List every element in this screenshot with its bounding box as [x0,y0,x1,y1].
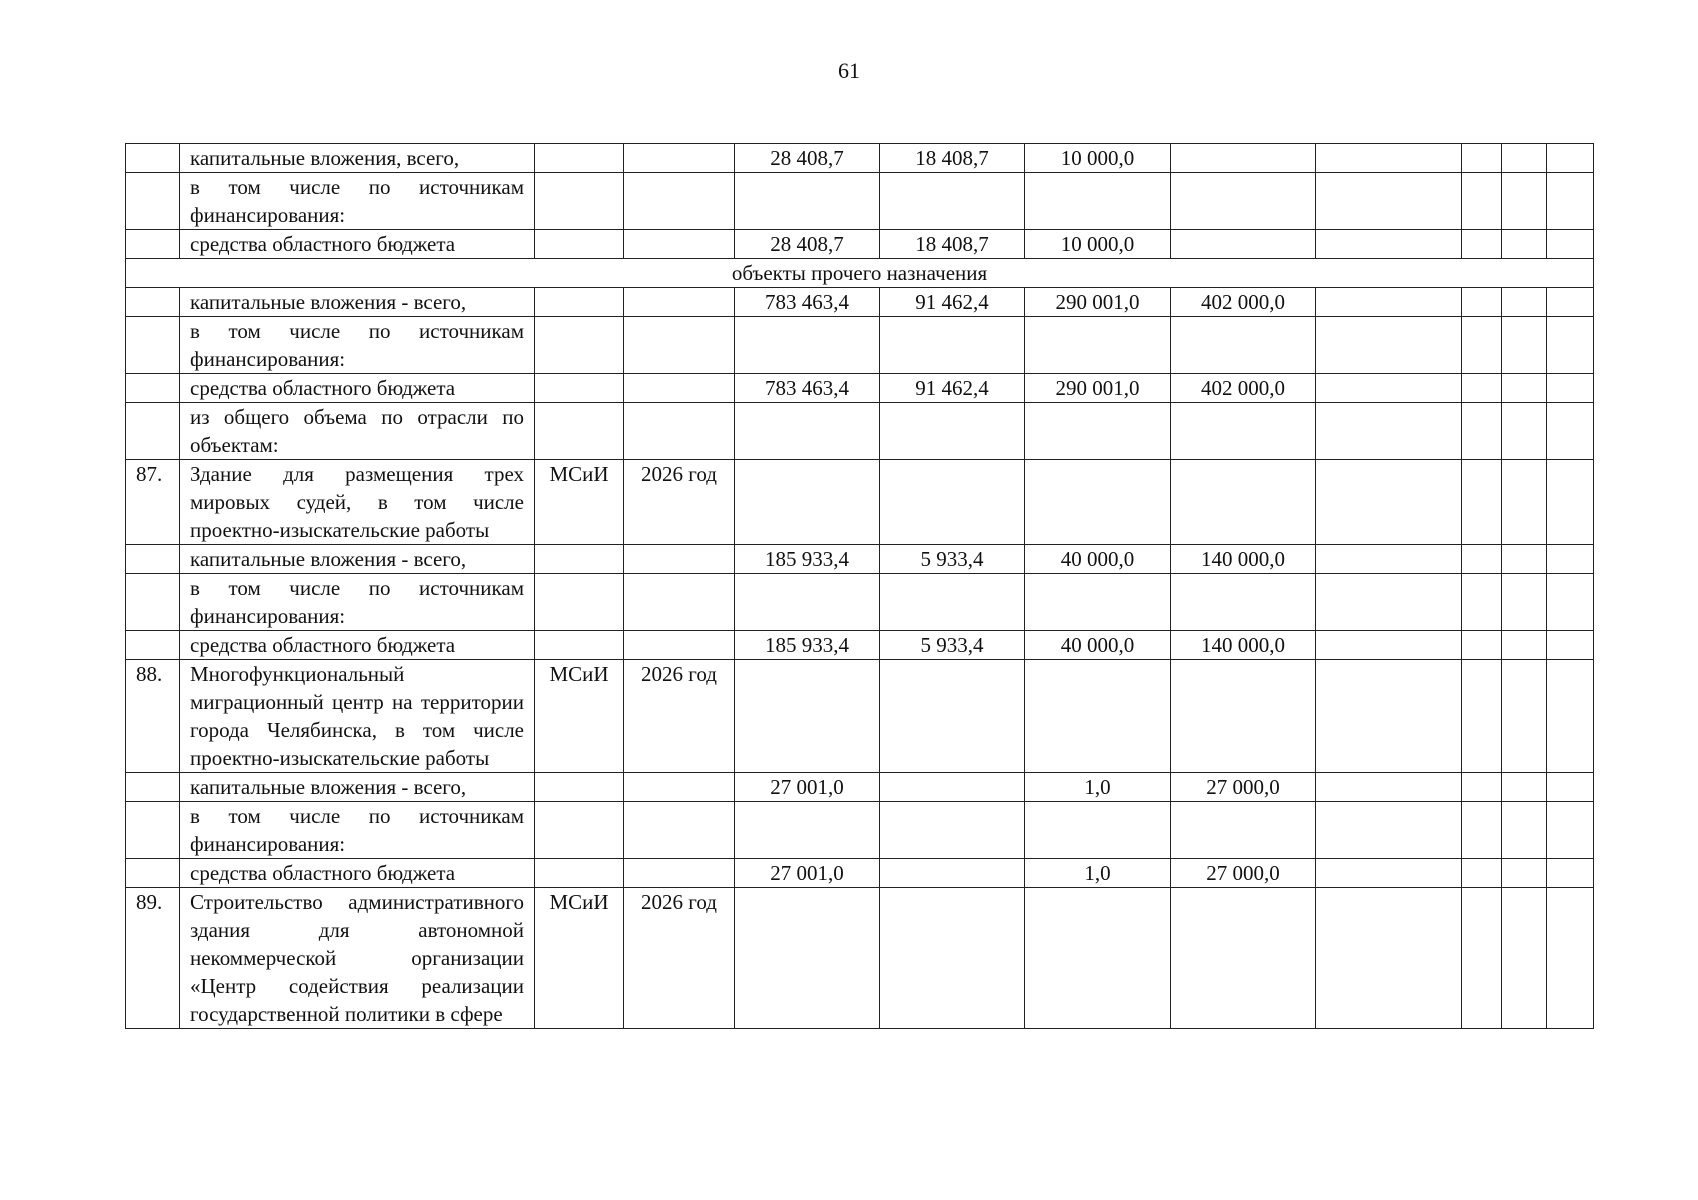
row-value-year-2 [1025,403,1171,460]
row-value-year-3 [1171,888,1316,1029]
table-row [126,545,1594,574]
row-value-year-1 [880,460,1025,545]
table-row [126,173,1594,230]
row-value-year-1 [880,859,1025,888]
row-value-year-3 [1171,802,1316,859]
row-period [624,859,735,888]
row-executor [535,859,624,888]
row-empty-cell [1502,230,1547,259]
row-value-year-3: 140 000,0 [1171,545,1316,574]
row-empty-cell [1547,802,1594,859]
row-name: Строительство административного здания для автономной некоммерческой организации «Центр содействия реализации государственной политики в сфере [180,888,535,1029]
row-empty-cell [1547,631,1594,660]
row-value-total [735,802,880,859]
table-row [126,460,1594,545]
row-empty-cell [1502,144,1547,173]
row-name: из общего объема по отрасли по объектам: [180,403,535,460]
row-name: в том числе по источникам финансирования: [180,802,535,859]
row-executor [535,773,624,802]
row-empty-cell [1502,317,1547,374]
row-value-year-2 [1025,317,1171,374]
row-value-year-1: 91 462,4 [880,374,1025,403]
row-empty-cell [1462,660,1502,773]
row-period [624,374,735,403]
row-number [126,230,180,259]
row-empty-cell [1316,631,1462,660]
row-number [126,859,180,888]
row-value-year-1 [880,660,1025,773]
row-number: 88. [126,660,180,773]
row-value-total [735,888,880,1029]
row-executor [535,173,624,230]
row-name: капитальные вложения - всего, [180,773,535,802]
row-value-year-1 [880,317,1025,374]
row-value-total [735,460,880,545]
row-empty-cell [1316,660,1462,773]
row-empty-cell [1462,317,1502,374]
table-row [126,230,1594,259]
row-value-year-3 [1171,574,1316,631]
row-value-total: 185 933,4 [735,631,880,660]
row-name: капитальные вложения - всего, [180,288,535,317]
row-empty-cell [1502,374,1547,403]
row-value-year-2: 290 001,0 [1025,374,1171,403]
row-name: капитальные вложения, всего, [180,144,535,173]
table-row [126,144,1594,173]
row-empty-cell [1462,460,1502,545]
row-empty-cell [1316,888,1462,1029]
row-number [126,631,180,660]
row-value-total [735,660,880,773]
row-period [624,288,735,317]
row-executor: МСиИ [535,460,624,545]
row-period [624,545,735,574]
row-value-total: 27 001,0 [735,859,880,888]
row-name: средства областного бюджета [180,859,535,888]
row-name: Многофункциональный миграционный центр на территории города Челябинска, в том числе проектно-изыскательские работы [180,660,535,773]
table-row [126,631,1594,660]
row-empty-cell [1462,374,1502,403]
row-value-total: 28 408,7 [735,230,880,259]
row-value-year-2 [1025,888,1171,1029]
row-value-year-2 [1025,173,1171,230]
row-value-year-1 [880,773,1025,802]
row-empty-cell [1547,660,1594,773]
row-value-year-3: 402 000,0 [1171,374,1316,403]
row-executor [535,230,624,259]
row-number [126,288,180,317]
row-value-year-1: 91 462,4 [880,288,1025,317]
row-empty-cell [1316,230,1462,259]
row-empty-cell [1502,802,1547,859]
row-empty-cell [1462,574,1502,631]
row-empty-cell [1316,403,1462,460]
table-block-1 [126,144,1594,259]
row-empty-cell [1462,631,1502,660]
row-value-year-3 [1171,660,1316,773]
row-value-year-2 [1025,574,1171,631]
row-executor [535,631,624,660]
row-empty-cell [1462,288,1502,317]
row-empty-cell [1547,403,1594,460]
row-number: 87. [126,460,180,545]
row-empty-cell [1316,460,1462,545]
row-value-year-1: 18 408,7 [880,144,1025,173]
row-value-year-1 [880,403,1025,460]
table-row [126,660,1594,773]
row-period [624,574,735,631]
row-empty-cell [1316,144,1462,173]
row-empty-cell [1502,888,1547,1029]
row-period: 2026 год [624,888,735,1029]
row-empty-cell [1462,545,1502,574]
row-empty-cell [1502,288,1547,317]
row-value-year-3: 402 000,0 [1171,288,1316,317]
row-period [624,631,735,660]
row-name: капитальные вложения - всего, [180,545,535,574]
row-name: средства областного бюджета [180,631,535,660]
table-row [126,403,1594,460]
row-name: средства областного бюджета [180,230,535,259]
row-number [126,144,180,173]
row-empty-cell [1502,773,1547,802]
row-executor: МСиИ [535,888,624,1029]
row-name: в том числе по источникам финансирования: [180,317,535,374]
row-empty-cell [1547,859,1594,888]
row-value-year-2 [1025,460,1171,545]
row-empty-cell [1502,859,1547,888]
row-value-total [735,574,880,631]
row-empty-cell [1502,660,1547,773]
row-executor [535,403,624,460]
row-value-year-1 [880,574,1025,631]
row-empty-cell [1547,288,1594,317]
row-value-total [735,173,880,230]
row-value-year-3 [1171,173,1316,230]
table-row [126,574,1594,631]
row-value-year-2 [1025,802,1171,859]
row-executor [535,144,624,173]
row-empty-cell [1502,403,1547,460]
row-empty-cell [1547,317,1594,374]
row-value-total: 783 463,4 [735,374,880,403]
table-row [126,317,1594,374]
row-empty-cell [1462,230,1502,259]
row-executor [535,574,624,631]
row-value-year-2 [1025,660,1171,773]
row-empty-cell [1547,173,1594,230]
section-title: объекты прочего назначения [126,259,1594,288]
row-value-year-1 [880,173,1025,230]
row-empty-cell [1502,460,1547,545]
row-number [126,773,180,802]
row-value-year-2: 10 000,0 [1025,230,1171,259]
row-name: средства областного бюджета [180,374,535,403]
row-value-year-3 [1171,460,1316,545]
row-empty-cell [1462,144,1502,173]
row-empty-cell [1316,374,1462,403]
row-value-total: 27 001,0 [735,773,880,802]
row-period [624,317,735,374]
row-value-total: 783 463,4 [735,288,880,317]
row-value-total [735,403,880,460]
row-number [126,802,180,859]
row-empty-cell [1316,773,1462,802]
row-value-year-1: 5 933,4 [880,631,1025,660]
row-value-year-3 [1171,144,1316,173]
row-value-total [735,317,880,374]
row-empty-cell [1547,374,1594,403]
row-empty-cell [1462,802,1502,859]
row-value-year-1 [880,888,1025,1029]
row-empty-cell [1547,773,1594,802]
row-empty-cell [1462,773,1502,802]
row-value-total: 28 408,7 [735,144,880,173]
row-value-year-3 [1171,403,1316,460]
row-period [624,802,735,859]
row-executor [535,288,624,317]
row-value-year-2: 40 000,0 [1025,545,1171,574]
row-number [126,173,180,230]
row-value-year-3 [1171,317,1316,374]
row-period [624,144,735,173]
row-period: 2026 год [624,660,735,773]
table-row [126,802,1594,859]
row-empty-cell [1462,173,1502,230]
row-empty-cell [1547,545,1594,574]
row-empty-cell [1502,545,1547,574]
row-value-year-3: 27 000,0 [1171,773,1316,802]
row-value-year-1: 18 408,7 [880,230,1025,259]
row-empty-cell [1547,888,1594,1029]
row-empty-cell [1547,230,1594,259]
row-number [126,545,180,574]
row-value-year-3: 140 000,0 [1171,631,1316,660]
row-value-year-2: 290 001,0 [1025,288,1171,317]
row-empty-cell [1502,574,1547,631]
row-period: 2026 год [624,460,735,545]
table-block-2 [126,288,1594,1029]
table-row [126,773,1594,802]
row-value-year-1 [880,802,1025,859]
row-empty-cell [1316,574,1462,631]
row-period [624,773,735,802]
row-value-year-3: 27 000,0 [1171,859,1316,888]
row-name: в том числе по источникам финансирования: [180,173,535,230]
budget-table [125,143,1594,1029]
row-number [126,374,180,403]
row-period [624,173,735,230]
row-name: Здание для размещения трех мировых судей, в том числе проектно-изыскательские работы [180,460,535,545]
row-executor [535,317,624,374]
row-number [126,574,180,631]
row-empty-cell [1502,631,1547,660]
row-period [624,403,735,460]
row-value-year-1: 5 933,4 [880,545,1025,574]
row-empty-cell [1547,144,1594,173]
row-empty-cell [1502,173,1547,230]
row-value-year-2: 1,0 [1025,773,1171,802]
row-value-year-2: 40 000,0 [1025,631,1171,660]
table-row [126,859,1594,888]
row-empty-cell [1316,288,1462,317]
row-empty-cell [1462,888,1502,1029]
row-executor: МСиИ [535,660,624,773]
row-empty-cell [1462,403,1502,460]
row-number: 89. [126,888,180,1029]
table-row [126,288,1594,317]
row-value-year-2: 10 000,0 [1025,144,1171,173]
row-value-year-3 [1171,230,1316,259]
row-name: в том числе по источникам финансирования: [180,574,535,631]
row-empty-cell [1547,574,1594,631]
row-empty-cell [1316,545,1462,574]
row-period [624,230,735,259]
row-value-year-2: 1,0 [1025,859,1171,888]
row-empty-cell [1316,317,1462,374]
row-value-total: 185 933,4 [735,545,880,574]
row-executor [535,802,624,859]
table-row [126,888,1594,1029]
row-number [126,317,180,374]
section-title-row [126,259,1594,288]
row-empty-cell [1316,173,1462,230]
table-row [126,374,1594,403]
row-number [126,403,180,460]
row-executor [535,545,624,574]
row-empty-cell [1316,859,1462,888]
table-section-row [126,259,1594,288]
page-number: 61 [838,58,860,83]
row-empty-cell [1462,859,1502,888]
row-executor [535,374,624,403]
row-empty-cell [1547,460,1594,545]
row-empty-cell [1316,802,1462,859]
